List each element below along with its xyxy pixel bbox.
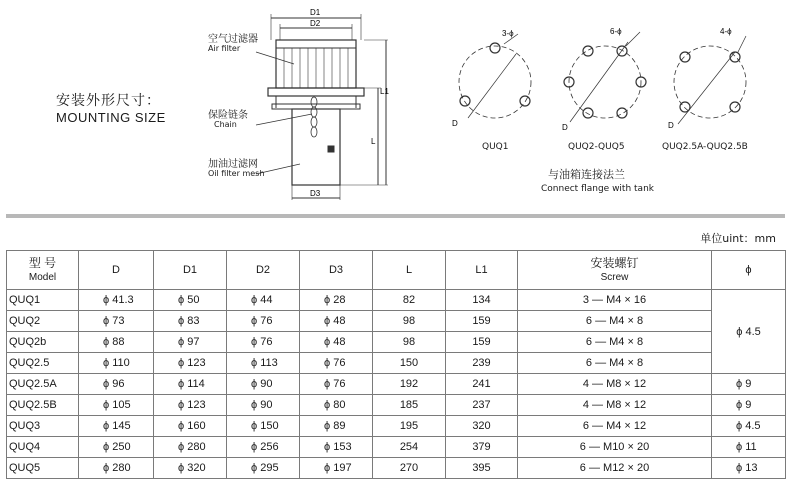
cell-l1: 379 bbox=[446, 437, 518, 458]
table-row bbox=[7, 374, 786, 395]
section-divider bbox=[6, 214, 785, 218]
cell-d2: ϕ 44 bbox=[227, 290, 300, 311]
cell-d3: ϕ 76 bbox=[300, 353, 373, 374]
flange-diagrams bbox=[440, 22, 760, 134]
callout-air-filter-en: Air filter bbox=[208, 44, 241, 53]
cell-screw: 3 — M4 × 16 bbox=[518, 290, 712, 311]
cell-phi: ϕ 9 bbox=[712, 395, 786, 416]
callout-oil-filter-en: Oil filter mesh bbox=[208, 169, 265, 178]
cell-d1: ϕ 123 bbox=[154, 353, 227, 374]
cell-l1: 395 bbox=[446, 458, 518, 479]
cell-l1: 237 bbox=[446, 395, 518, 416]
cell-screw: 4 — M8 × 12 bbox=[518, 374, 712, 395]
table-row bbox=[7, 332, 786, 353]
specification-table bbox=[6, 250, 786, 479]
cell-model: QUQ5 bbox=[7, 458, 79, 479]
cell-model: QUQ2.5A bbox=[7, 374, 79, 395]
flange-quq25a-holes-label: 4-ϕ bbox=[720, 27, 732, 36]
cell-model: QUQ2.5B bbox=[7, 395, 79, 416]
flange-quq2-caption: QUQ2-QUQ5 bbox=[568, 142, 625, 152]
header-phi: ϕ bbox=[712, 251, 786, 290]
flange-caption-zh: 与油箱连接法兰 bbox=[548, 168, 625, 181]
header-model: 型 号 Model bbox=[7, 251, 79, 290]
cell-d3: ϕ 197 bbox=[300, 458, 373, 479]
cell-model: QUQ2.5 bbox=[7, 353, 79, 374]
cell-d2: ϕ 256 bbox=[227, 437, 300, 458]
cell-d3: ϕ 76 bbox=[300, 374, 373, 395]
table-row bbox=[7, 416, 786, 437]
flange-quq25a-d-label: D bbox=[668, 121, 674, 130]
cell-model: QUQ1 bbox=[7, 290, 79, 311]
cell-l1: 239 bbox=[446, 353, 518, 374]
cell-d1: ϕ 123 bbox=[154, 395, 227, 416]
header-screw: 安装螺钉 Screw bbox=[518, 251, 712, 290]
cell-d: ϕ 73 bbox=[79, 311, 154, 332]
cell-screw: 6 — M4 × 8 bbox=[518, 332, 712, 353]
dim-d1-label: D1 bbox=[310, 8, 321, 17]
cell-d1: ϕ 320 bbox=[154, 458, 227, 479]
cell-d3: ϕ 153 bbox=[300, 437, 373, 458]
callout-oil-filter-zh: 加油过滤网 bbox=[208, 159, 258, 170]
cell-d: ϕ 88 bbox=[79, 332, 154, 353]
header-d2: D2 bbox=[227, 251, 300, 290]
cell-d: ϕ 105 bbox=[79, 395, 154, 416]
flange-quq25a-caption: QUQ2.5A-QUQ2.5B bbox=[662, 142, 748, 152]
mounting-size-title-en: MOUNTING SIZE bbox=[56, 110, 166, 125]
cell-d2: ϕ 295 bbox=[227, 458, 300, 479]
cell-d: ϕ 96 bbox=[79, 374, 154, 395]
unit-label: 单位uint：mm bbox=[700, 232, 776, 245]
cell-screw: 4 — M8 × 12 bbox=[518, 395, 712, 416]
cell-d3: ϕ 89 bbox=[300, 416, 373, 437]
cell-d1: ϕ 83 bbox=[154, 311, 227, 332]
cell-d2: ϕ 90 bbox=[227, 395, 300, 416]
cell-d: ϕ 280 bbox=[79, 458, 154, 479]
flange-quq1-holes-label: 3-ϕ bbox=[502, 29, 514, 38]
cell-screw: 6 — M12 × 20 bbox=[518, 458, 712, 479]
cell-l1: 241 bbox=[446, 374, 518, 395]
cell-d3: ϕ 28 bbox=[300, 290, 373, 311]
table-row bbox=[7, 353, 786, 374]
cell-d1: ϕ 160 bbox=[154, 416, 227, 437]
header-l: L bbox=[373, 251, 446, 290]
cell-d1: ϕ 114 bbox=[154, 374, 227, 395]
header-d1: D1 bbox=[154, 251, 227, 290]
cell-l1: 159 bbox=[446, 311, 518, 332]
flange-quq1-caption: QUQ1 bbox=[482, 142, 509, 152]
cell-screw: 6 — M4 × 8 bbox=[518, 311, 712, 332]
cell-d2: ϕ 76 bbox=[227, 332, 300, 353]
cell-model: QUQ3 bbox=[7, 416, 79, 437]
cell-screw: 6 — M4 × 8 bbox=[518, 353, 712, 374]
callout-chain-en: Chain bbox=[214, 120, 237, 129]
cell-l1: 320 bbox=[446, 416, 518, 437]
cell-l: 192 bbox=[373, 374, 446, 395]
cell-d2: ϕ 76 bbox=[227, 311, 300, 332]
cell-d2: ϕ 150 bbox=[227, 416, 300, 437]
table-header-row bbox=[7, 251, 786, 290]
dim-l-label: L bbox=[371, 137, 376, 146]
flange-caption-en: Connect flange with tank bbox=[541, 184, 654, 194]
cell-model: QUQ4 bbox=[7, 437, 79, 458]
cell-phi-merged: ϕ 4.5 bbox=[712, 290, 786, 374]
cell-l: 254 bbox=[373, 437, 446, 458]
flange-quq2-d-label: D bbox=[562, 123, 568, 132]
cell-phi: ϕ 13 bbox=[712, 458, 786, 479]
table-row bbox=[7, 290, 786, 311]
cell-d: ϕ 250 bbox=[79, 437, 154, 458]
cell-d3: ϕ 80 bbox=[300, 395, 373, 416]
dim-d2-label: D2 bbox=[310, 19, 321, 28]
header-d3: D3 bbox=[300, 251, 373, 290]
dim-l1-label: L1 bbox=[380, 87, 389, 96]
cell-d2: ϕ 113 bbox=[227, 353, 300, 374]
mounting-size-title-zh: 安装外形尺寸： bbox=[56, 93, 161, 109]
cell-d: ϕ 145 bbox=[79, 416, 154, 437]
header-d: D bbox=[79, 251, 154, 290]
cell-d1: ϕ 97 bbox=[154, 332, 227, 353]
dim-d3-label: D3 bbox=[310, 189, 321, 198]
cell-l: 82 bbox=[373, 290, 446, 311]
cell-d1: ϕ 280 bbox=[154, 437, 227, 458]
cell-d3: ϕ 48 bbox=[300, 311, 373, 332]
cell-model: QUQ2 bbox=[7, 311, 79, 332]
flange-quq1-d-label: D bbox=[452, 119, 458, 128]
cell-l1: 159 bbox=[446, 332, 518, 353]
cell-d: ϕ 41.3 bbox=[79, 290, 154, 311]
cell-l: 150 bbox=[373, 353, 446, 374]
cell-l1: 134 bbox=[446, 290, 518, 311]
table-row bbox=[7, 395, 786, 416]
cell-phi: ϕ 11 bbox=[712, 437, 786, 458]
cell-l: 98 bbox=[373, 311, 446, 332]
callout-chain-zh: 保险链条 bbox=[208, 110, 248, 121]
callout-air-filter-zh: 空气过滤器 bbox=[208, 34, 258, 45]
cell-d: ϕ 110 bbox=[79, 353, 154, 374]
cell-screw: 6 — M4 × 12 bbox=[518, 416, 712, 437]
cell-l: 195 bbox=[373, 416, 446, 437]
cell-phi: ϕ 9 bbox=[712, 374, 786, 395]
cell-d2: ϕ 90 bbox=[227, 374, 300, 395]
cell-screw: 6 — M10 × 20 bbox=[518, 437, 712, 458]
cell-d1: ϕ 50 bbox=[154, 290, 227, 311]
header-l1: L1 bbox=[446, 251, 518, 290]
cell-l: 185 bbox=[373, 395, 446, 416]
table-row bbox=[7, 311, 786, 332]
cell-model: QUQ2b bbox=[7, 332, 79, 353]
cell-phi: ϕ 4.5 bbox=[712, 416, 786, 437]
cell-l: 98 bbox=[373, 332, 446, 353]
table-row bbox=[7, 458, 786, 479]
flange-quq2-holes-label: 6-ϕ bbox=[610, 27, 622, 36]
table-row bbox=[7, 437, 786, 458]
cell-l: 270 bbox=[373, 458, 446, 479]
cell-d3: ϕ 48 bbox=[300, 332, 373, 353]
